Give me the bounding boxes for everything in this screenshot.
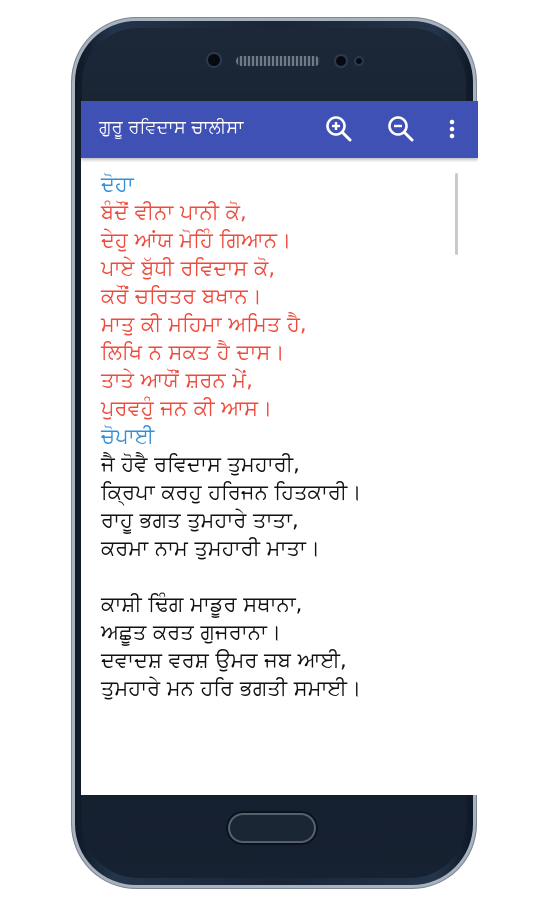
doha-line: ਕਰੌਂ ਚਰਿਤਰ ਬਖਾਨ। bbox=[101, 284, 262, 308]
doha-line: ਮਾਤੁ ਕੀ ਮਹਿਮਾ ਅਮਿਤ ਹੈ, bbox=[101, 312, 307, 336]
chaupai-line: ਕਾਸ਼ੀ ਢਿੰਗ ਮਾਡੂਰ ਸਥਾਨਾ, bbox=[101, 592, 303, 616]
more-vert-icon[interactable] bbox=[437, 111, 467, 147]
doha-line: ਪਾਏ ਬੁੱਧੀ ਰਵਿਦਾਸ ਕੋ, bbox=[101, 256, 276, 280]
chaupai-line: ਅਛੂਤ ਕਰਤ ਗੁਜਰਾਨਾ। bbox=[101, 620, 282, 644]
chaupai-line: ਕਰਮਾ ਨਾਮ ਤੁਮਹਾਰੀ ਮਾਤਾ। bbox=[101, 536, 321, 560]
zoom-out-icon[interactable] bbox=[383, 111, 419, 147]
chalisa-content[interactable] bbox=[81, 158, 478, 795]
app-screen bbox=[81, 101, 478, 795]
doha-line: ਲਿਖਿ ਨ ਸਕਤ ਹੈ ਦਾਸ। bbox=[101, 340, 285, 364]
front-camera bbox=[208, 54, 220, 66]
doha-line: ਬੰਦੌਂ ਵੀਨਾ ਪਾਨੀ ਕੋ, bbox=[101, 200, 247, 224]
doha-line: ਪੁਰਵਹੁੰ ਜਨ ਕੀ ਆਸ। bbox=[101, 396, 273, 420]
chaupai-line: ਤੁਮਹਾਰੇ ਮਨ ਹਰਿ ਭਗਤੀ ਸਮਾਈ। bbox=[101, 676, 362, 700]
verse-list bbox=[101, 170, 446, 702]
doha-line: ਦੇਹੁ ਆਂਯ ਮੋਹਿੰ ਗਿਆਨ। bbox=[101, 228, 292, 252]
home-button[interactable] bbox=[230, 815, 314, 841]
doha-heading: ਦੋਹਾ bbox=[101, 172, 134, 196]
earpiece-speaker bbox=[236, 56, 320, 66]
doha-line: ਤਾਤੇ ਆਯੌਂ ਸ਼ਰਨ ਮੇਂ, bbox=[101, 368, 253, 392]
zoom-in-icon[interactable] bbox=[321, 111, 357, 147]
scrollbar[interactable] bbox=[455, 173, 458, 255]
app-bar bbox=[81, 101, 478, 158]
chaupai-line: ਰਾਹੂ ਭਗਤ ਤੁਮਹਾਰੇ ਤਾਤਾ, bbox=[101, 508, 299, 532]
light-sensor bbox=[356, 58, 362, 64]
chaupai-line: ਕ੍ਰਿਪਾ ਕਰਹੁ ਹਰਿਜਨ ਹਿਤਕਾਰੀ। bbox=[101, 480, 362, 504]
chaupai-line: ਦਵਾਦਸ਼ ਵਰਸ਼ ਉਮਰ ਜਬ ਆਈ, bbox=[101, 648, 347, 672]
proximity-sensor bbox=[336, 56, 346, 66]
chaupai-heading: ਚੋਪਾਈ bbox=[101, 424, 155, 448]
chaupai-line: ਜੈ ਹੋਵੈ ਰਵਿਦਾਸ ਤੁਮਹਾਰੀ, bbox=[101, 452, 300, 476]
stanza-gap bbox=[101, 562, 446, 590]
app-title: ਗੁਰੂ ਰਵਿਦਾਸ ਚਾਲੀਸਾ bbox=[99, 117, 244, 138]
